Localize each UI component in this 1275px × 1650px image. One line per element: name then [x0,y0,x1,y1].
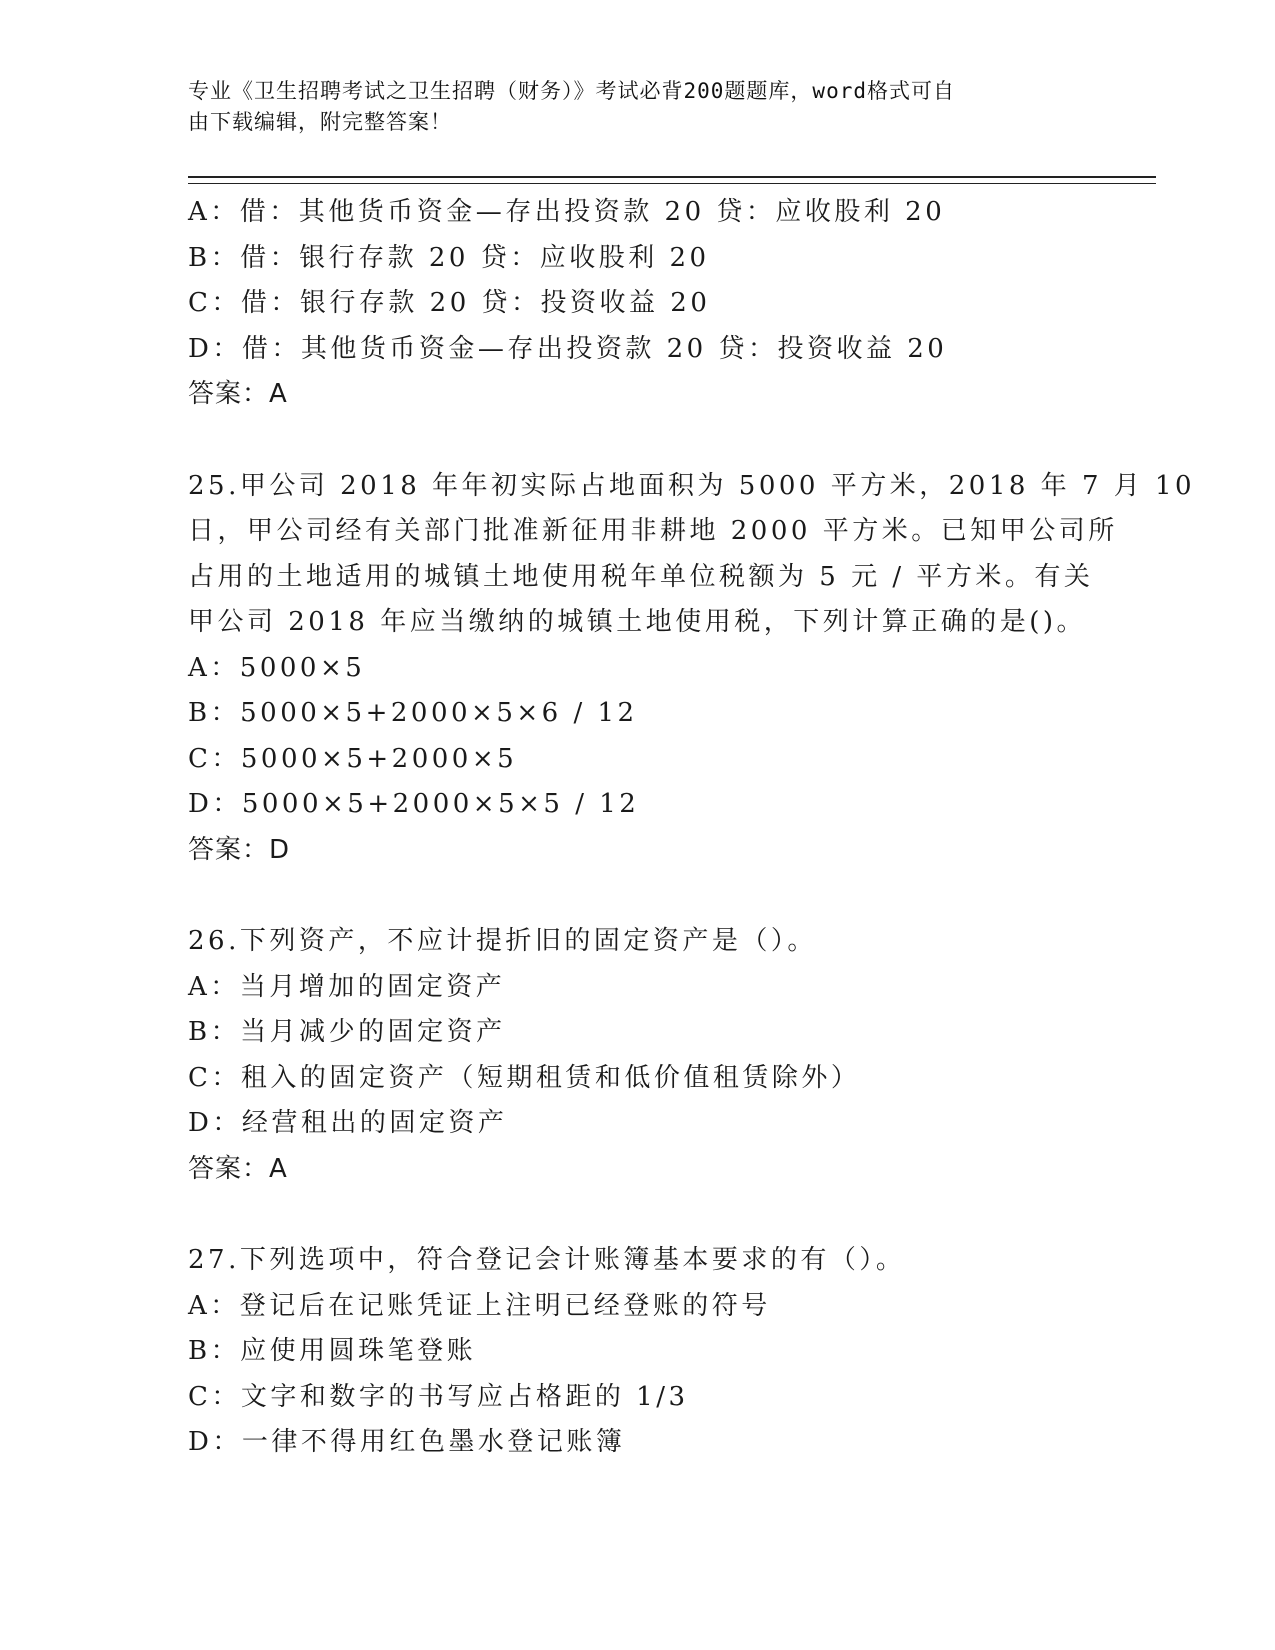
header-line: 由下载编辑，附完整答案！ [188,110,452,134]
question-25 [188,464,1196,874]
option-d: D：一律不得用红色墨水登记账簿 [188,1427,626,1457]
option-d: D：借：其他货币资金—存出投资款 20 贷：投资收益 20 [188,333,948,364]
question-list [188,190,1196,1466]
option-b: B：应使用圆珠笔登账 [188,1336,477,1366]
previous-question [188,190,1068,418]
option-a: A：当月增加的固定资产 [188,971,506,1002]
header-line: 专业《卫生招聘考试之卫生招聘（财务）》考试必背200题题库，word格式可自 [188,79,955,103]
document-header [188,76,1088,138]
option-a: A：借：其他货币资金—存出投资款 20 贷：应收股利 20 [188,197,946,227]
option-a: A：登记后在记账凭证上注明已经登账的符号 [188,1290,771,1321]
question-stem: 26.下列资产，不应计提折旧的固定资产是（）。 [188,926,817,956]
question-stem: 27.下列选项中，符合登记会计账簿基本要求的有（）。 [188,1245,906,1275]
option-a: A：5000×5 [188,652,366,683]
question-26 [188,919,1068,1192]
answer: 答案：D [188,834,291,865]
question-27 [188,1238,1068,1466]
option-d: D：5000×5+2000×5×5 / 12 [188,789,640,819]
question-stem: 日，甲公司经有关部门批准新征用非耕地 2000 平方米。已知甲公司所 [188,516,1118,546]
option-b: B：借：银行存款 20 贷：应收股利 20 [188,242,710,273]
option-b: B：当月减少的固定资产 [188,1017,506,1047]
question-stem: 甲公司 2018 年应当缴纳的城镇土地使用税，下列计算正确的是()。 [188,607,1086,637]
option-c: C：5000×5+2000×5 [188,743,518,774]
option-c: C：租入的固定资产（短期租赁和低价值租赁除外） [188,1062,861,1093]
question-stem: 25.甲公司 2018 年年初实际占地面积为 5000 平方米，2018 年 7 月 10 [188,470,1196,501]
answer: 答案：A [188,1153,288,1184]
option-c: C：文字和数字的书写应占格距的 1/3 [188,1381,689,1412]
option-d: D：经营租出的固定资产 [188,1108,508,1138]
option-c: C：借：银行存款 20 贷：投资收益 20 [188,288,711,318]
answer: 答案：A [188,379,288,409]
header-divider [188,176,1156,184]
question-stem: 占用的土地适用的城镇土地使用税年单位税额为 5 元 / 平方米。有关 [188,561,1094,592]
option-b: B：5000×5+2000×5×6 / 12 [188,698,638,728]
